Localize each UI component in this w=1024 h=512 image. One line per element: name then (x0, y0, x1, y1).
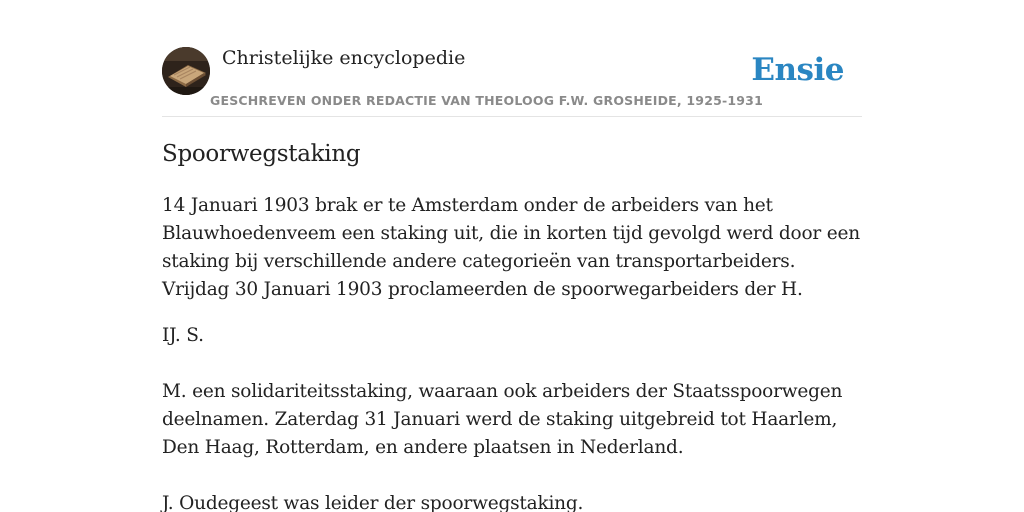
article-paragraph: J. Oudegeest was leider der spoorwegstaking. (162, 493, 584, 512)
publication-subtitle: GESCHREVEN ONDER REDACTIE VAN THEOLOOG F.W. GROSHEIDE, 1925-1931 (210, 93, 763, 108)
article-paragraph: IJ. S. (162, 325, 204, 346)
article (162, 138, 862, 512)
book-photo-icon (162, 47, 210, 95)
brand-logo[interactable]: Ensie (751, 52, 844, 88)
article-paragraph: 14 Januari 1903 brak er te Amsterdam onder de arbeiders van het Blauwhoedenveem een staking uit, die in korten tijd gevolgd werd door een staking bij verschillende andere categorieën van transportarbeiders. Vrijdag 30 Januari 1903 proclameerden de spoorwegarbeiders der H. (162, 195, 860, 300)
publication-header (162, 46, 862, 117)
publication-title[interactable]: Christelijke encyclopedie (222, 47, 466, 69)
publication-avatar[interactable] (162, 47, 210, 95)
article-title: Spoorwegstaking (162, 141, 361, 167)
article-paragraph: M. een solidariteitsstaking, waaraan ook arbeiders der Staatsspoorwegen deelnamen. Zaterdag 31 Januari werd de staking uitgebreid tot Haarlem, Den Haag, Rotterdam, en andere plaatsen in Nederland. (162, 381, 843, 458)
